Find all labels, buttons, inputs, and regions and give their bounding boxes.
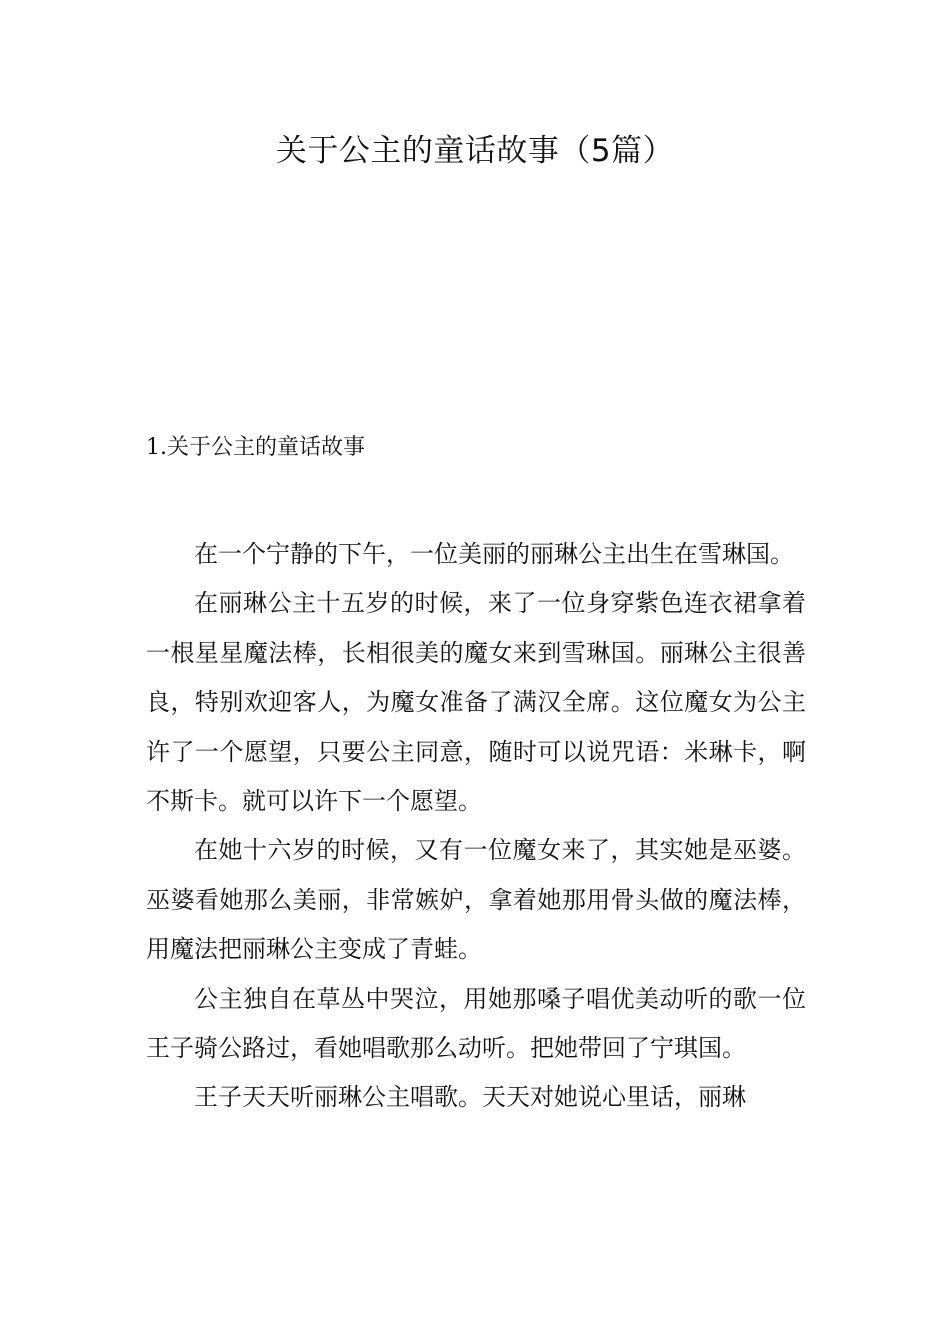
paragraph: 在她十六岁的时候，又有一位魔女来了，其实她是巫婆。巫婆看她那么美丽，非常嫉妒，拿着她那用骨头做的魔法棒，用魔法把丽琳公主变成了青蛙。 bbox=[146, 836, 806, 964]
story-body bbox=[146, 530, 806, 1123]
section-heading: 1.关于公主的童话故事 bbox=[146, 435, 365, 460]
paragraph: 在一个宁静的下午，一位美丽的丽琳公主出生在雪琳国。 bbox=[194, 540, 794, 568]
paragraph: 在丽琳公主十五岁的时候，来了一位身穿紫色连衣裙拿着一根星星魔法棒，长相很美的魔女来到雪琳国。丽琳公主很善良，特别欢迎客人，为魔女准备了满汉全席。这位魔女为公主许了一个愿望，只要公主同意，随时可以说咒语：米琳卡，啊不斯卡。就可以许下一个愿望。 bbox=[146, 589, 806, 816]
document-title: 关于公主的童话故事（5篇） bbox=[275, 133, 675, 169]
paragraph: 公主独自在草丛中哭泣，用她那嗓子唱优美动听的歌一位王子骑公路过，看她唱歌那么动听。把她带回了宁琪国。 bbox=[146, 984, 806, 1063]
paragraph: 王子天天听丽琳公主唱歌。天天对她说心里话，丽琳 bbox=[194, 1083, 746, 1112]
